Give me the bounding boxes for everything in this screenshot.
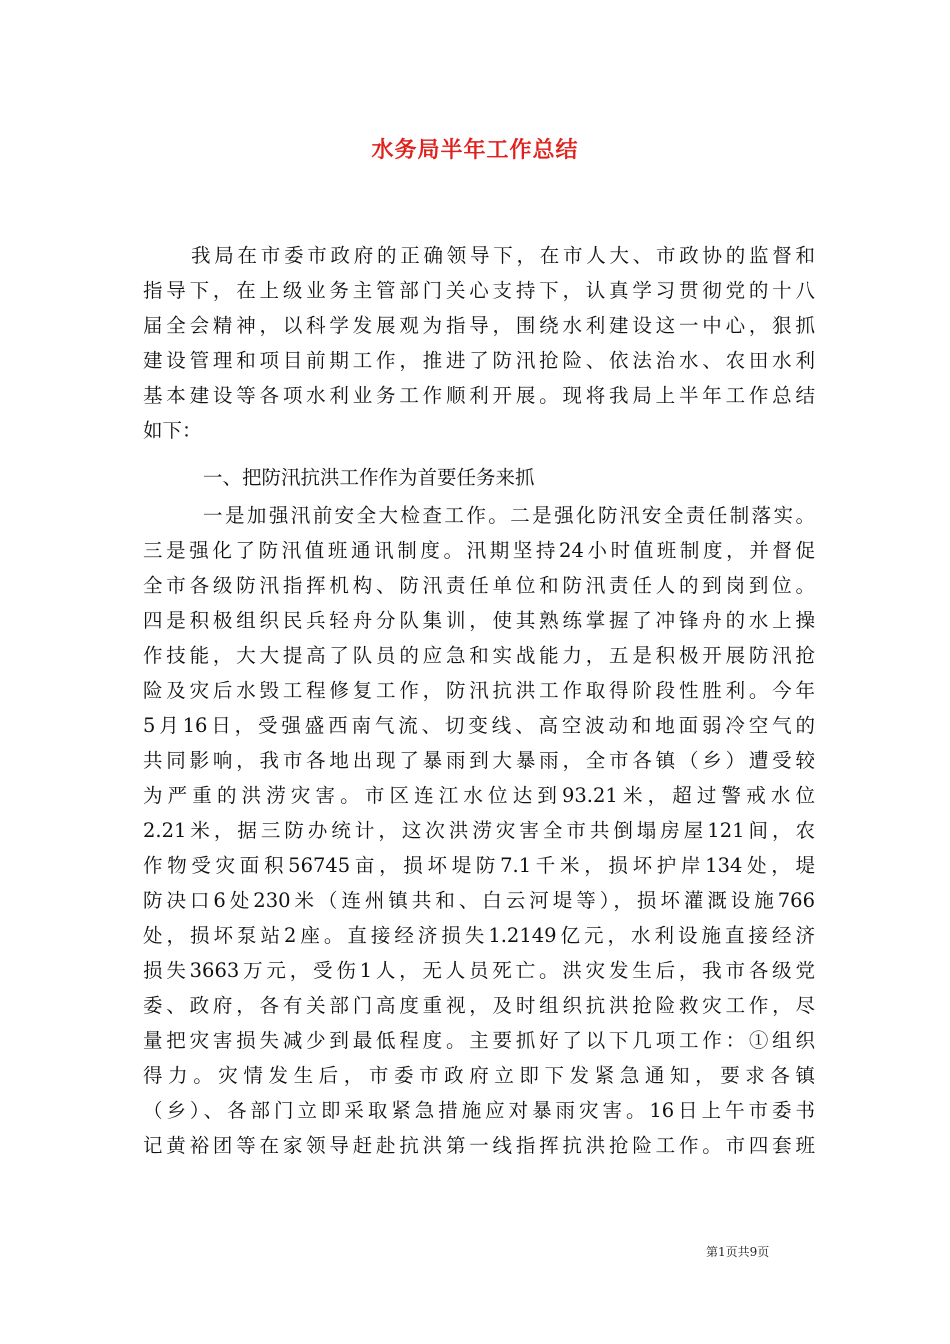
paragraph-line: 2.21米，据三防办统计，这次洪涝灾害全市共倒塌房屋121间，农 xyxy=(143,819,815,842)
paragraph-line: 处，损坏泵站2座。直接经济损失1.2149亿元，水利设施直接经济 xyxy=(143,924,815,947)
paragraph-line: 记黄裕团等在家领导赶赴抗洪第一线指挥抗洪抢险工作。市四套班 xyxy=(143,1134,815,1157)
paragraph-line: 为严重的洪涝灾害。市区连江水位达到93.21米，超过警戒水位 xyxy=(143,784,815,807)
paragraph-line: 作技能，大大提高了队员的应急和实战能力，五是积极开展防汛抢 xyxy=(143,644,815,667)
paragraph-line: 共同影响，我市各地出现了暴雨到大暴雨，全市各镇（乡）遭受较 xyxy=(143,749,815,772)
paragraph-line: 四是积极组织民兵轻舟分队集训，使其熟练掌握了冲锋舟的水上操 xyxy=(143,609,815,632)
paragraph-line: 委、政府，各有关部门高度重视，及时组织抗洪抢险救灾工作，尽 xyxy=(143,994,815,1017)
paragraph-line: 量把灾害损失减少到最低程度。主要抓好了以下几项工作：①组织 xyxy=(143,1029,815,1052)
paragraph-line: 险及灾后水毁工程修复工作，防汛抗洪工作取得阶段性胜利。今年 xyxy=(143,679,815,702)
document-title: 水务局半年工作总结 xyxy=(371,137,579,163)
paragraph-line: 我局在市委市政府的正确领导下，在市人大、市政协的监督和 xyxy=(191,244,815,267)
paragraph-line: 防决口6处230米（连州镇共和、白云河堤等），损坏灌溉设施766 xyxy=(143,889,815,912)
paragraph-line: 三是强化了防汛值班通讯制度。汛期坚持24小时值班制度，并督促 xyxy=(143,539,815,562)
paragraph-line: 损失3663万元，受伤1人，无人员死亡。洪灾发生后，我市各级党 xyxy=(143,959,815,982)
paragraph-line: 作物受灾面积56745亩，损坏堤防7.1千米，损坏护岸134处，堤 xyxy=(143,854,815,877)
paragraph-line: 全市各级防汛指挥机构、防汛责任单位和防汛责任人的到岗到位。 xyxy=(143,574,815,597)
paragraph-line: 建设管理和项目前期工作，推进了防汛抢险、依法治水、农田水利 xyxy=(143,349,815,372)
paragraph-line: 基本建设等各项水利业务工作顺利开展。现将我局上半年工作总结 xyxy=(143,384,815,407)
paragraph-line: 如下： xyxy=(143,419,202,442)
paragraph-line: 5月16日，受强盛西南气流、切变线、高空波动和地面弱冷空气的 xyxy=(143,714,815,737)
paragraph-line: （乡）、各部门立即采取紧急措施应对暴雨灾害。16日上午市委书 xyxy=(143,1099,815,1122)
paragraph-line: 指导下，在上级业务主管部门关心支持下，认真学习贯彻党的十八 xyxy=(143,279,815,302)
paragraph-line: 一是加强汛前安全大检查工作。二是强化防汛安全责任制落实。 xyxy=(203,504,815,527)
paragraph-line: 得力。灾情发生后，市委市政府立即下发紧急通知，要求各镇 xyxy=(143,1064,815,1087)
paragraph-line: 届全会精神，以科学发展观为指导，围绕水利建设这一中心，狠抓 xyxy=(143,314,815,337)
section-heading: 一、把防汛抗洪工作作为首要任务来抓 xyxy=(203,466,535,489)
page-number: 第1页共9页 xyxy=(706,1245,770,1259)
